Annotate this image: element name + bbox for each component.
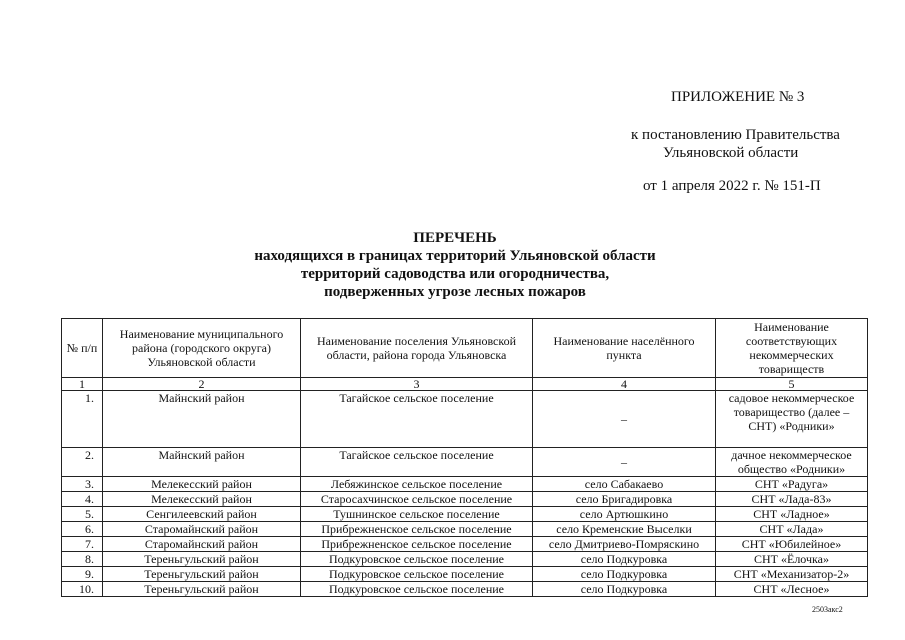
appendix-reference-line2: Ульяновской области (663, 145, 799, 161)
partnership-cell: СНТ «Механизатор-2» (716, 567, 868, 582)
table-row (62, 507, 868, 522)
row-number: 8. (62, 552, 103, 567)
table-row (62, 477, 868, 492)
table-row (62, 582, 868, 597)
locality-cell: село Сабакаево (533, 477, 716, 492)
column-number: 1 (62, 378, 103, 391)
row-number: 2. (62, 448, 103, 477)
district-cell: Тереньгульский район (103, 567, 301, 582)
document-subtitle-line2: территорий садоводства или огородничества, (300, 266, 610, 282)
column-number: 3 (301, 378, 533, 391)
partnership-cell: СНТ «Радуга» (716, 477, 868, 492)
settlement-cell: Тагайское сельское поселение (301, 448, 533, 477)
settlement-cell: Старосахчинское сельское поселение (301, 492, 533, 507)
partnership-cell: СНТ «Юбилейное» (716, 537, 868, 552)
district-cell: Тереньгульский район (103, 582, 301, 597)
locality-cell: – (533, 448, 716, 477)
appendix-date: от 1 апреля 2022 г. № 151-П (643, 178, 821, 194)
locality-cell: село Подкуровка (533, 582, 716, 597)
appendix-title: ПРИЛОЖЕНИЕ № 3 (671, 89, 805, 105)
settlement-cell: Подкуровское сельское поселение (301, 552, 533, 567)
settlement-cell: Тагайское сельское поселение (301, 391, 533, 448)
partnership-cell: СНТ «Ёлочка» (716, 552, 868, 567)
row-number: 9. (62, 567, 103, 582)
partnership-cell: СНТ «Лада-83» (716, 492, 868, 507)
district-cell: Мелекесский район (103, 492, 301, 507)
district-cell: Майнский район (103, 448, 301, 477)
column-number: 5 (716, 378, 868, 391)
document-title: ПЕРЕЧЕНЬ (413, 230, 497, 246)
column-number: 4 (533, 378, 716, 391)
table-row (62, 492, 868, 507)
row-number: 10. (62, 582, 103, 597)
table-header-row (62, 319, 868, 378)
row-number: 5. (62, 507, 103, 522)
settlement-cell: Тушнинское сельское поселение (301, 507, 533, 522)
table-row (62, 391, 868, 448)
column-header: № п/п (62, 319, 103, 378)
locality-cell: село Дмитриево-Помряскино (533, 537, 716, 552)
district-cell: Тереньгульский район (103, 552, 301, 567)
table-row (62, 522, 868, 537)
row-number: 3. (62, 477, 103, 492)
locality-cell: село Подкуровка (533, 567, 716, 582)
appendix-reference-line1: к постановлению Правительства (631, 127, 840, 143)
district-cell: Сенгилеевский район (103, 507, 301, 522)
district-cell: Старомайнский район (103, 522, 301, 537)
row-number: 6. (62, 522, 103, 537)
document-subtitle-line1: находящихся в границах территорий Ульяновской области (254, 248, 656, 264)
row-number: 1. (62, 391, 103, 448)
locality-cell: – (533, 391, 716, 448)
settlement-cell: Подкуровское сельское поселение (301, 567, 533, 582)
column-header: Наименование поселения Ульяновской области, района города Ульяновска (301, 319, 533, 378)
locality-cell: село Бригадировка (533, 492, 716, 507)
column-number-row (62, 378, 868, 391)
settlement-cell: Прибрежненское сельское поселение (301, 537, 533, 552)
column-header: Наименование населённого пункта (533, 319, 716, 378)
locality-cell: село Артюшкино (533, 507, 716, 522)
document-stamp-code: 2503акс2 (812, 605, 843, 614)
territories-table (61, 318, 868, 597)
partnership-cell: дачное некоммерческое общество «Родники» (716, 448, 868, 477)
row-number: 4. (62, 492, 103, 507)
table-row (62, 552, 868, 567)
partnership-cell: СНТ «Лада» (716, 522, 868, 537)
partnership-cell: садовое некоммерческое товарищество (далее – СНТ) «Родники» (716, 391, 868, 448)
table-row (62, 567, 868, 582)
locality-cell: село Подкуровка (533, 552, 716, 567)
settlement-cell: Подкуровское сельское поселение (301, 582, 533, 597)
column-header: Наименование соответствующих некоммерческих товариществ (716, 319, 868, 378)
district-cell: Майнский район (103, 391, 301, 448)
district-cell: Мелекесский район (103, 477, 301, 492)
table-row (62, 537, 868, 552)
partnership-cell: СНТ «Лесное» (716, 582, 868, 597)
district-cell: Старомайнский район (103, 537, 301, 552)
partnership-cell: СНТ «Ладное» (716, 507, 868, 522)
document-subtitle-line3: подверженных угрозе лесных пожаров (324, 284, 586, 300)
table-row (62, 448, 868, 477)
settlement-cell: Прибрежненское сельское поселение (301, 522, 533, 537)
row-number: 7. (62, 537, 103, 552)
column-header: Наименование муниципального района (городского округа) Ульяновской области (103, 319, 301, 378)
settlement-cell: Лебяжинское сельское поселение (301, 477, 533, 492)
column-number: 2 (103, 378, 301, 391)
locality-cell: село Кременские Выселки (533, 522, 716, 537)
